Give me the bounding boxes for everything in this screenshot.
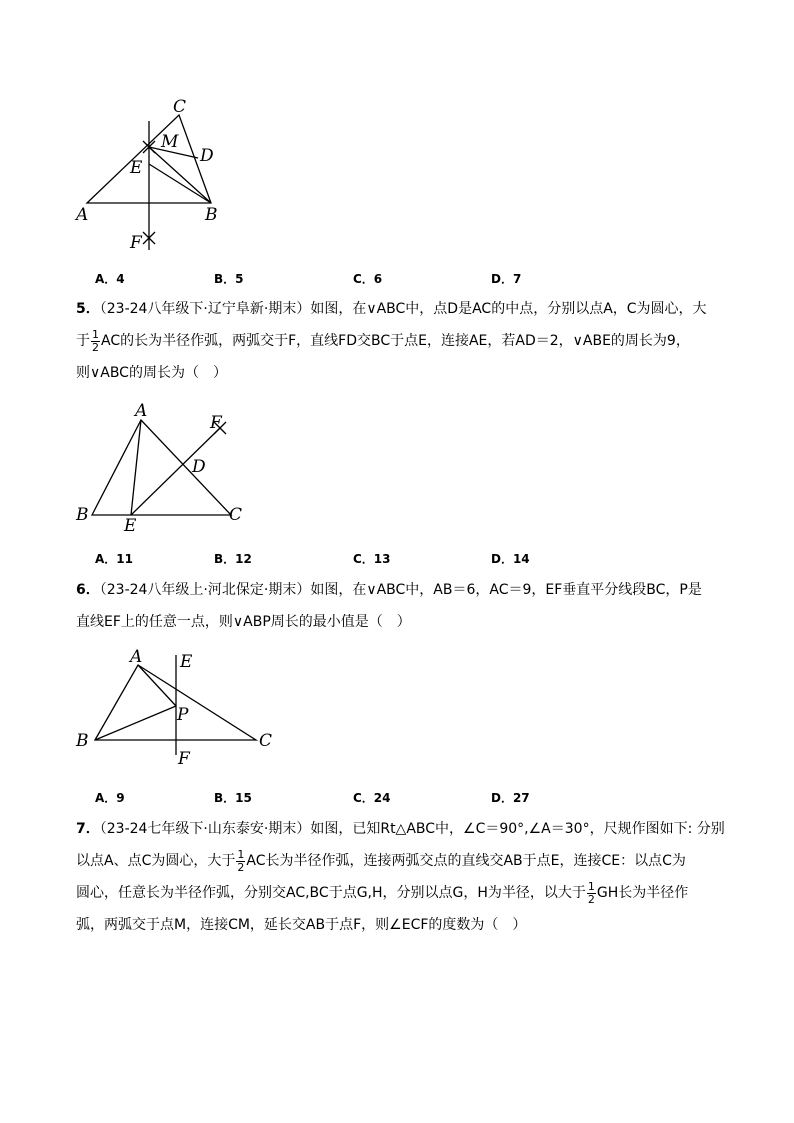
q4-label-M: M (161, 132, 179, 152)
q6-line-1 (76, 574, 726, 606)
q5-triangle (92, 420, 231, 515)
q7-stem (76, 813, 726, 941)
q7-source: （23-24七年级下·山东泰安·期末） (99, 821, 311, 837)
q6-option-a[interactable]: A．9 (95, 791, 125, 805)
q7-number: 7． (76, 821, 100, 837)
q4-label-D: D (200, 146, 214, 166)
q7-frac2-num: 1 (587, 879, 595, 893)
q7-line3-pre: 圆心，任意长为半径作弧，分别交AC,BC于点G,H，分别以点G，H为半径，以大于 (76, 885, 586, 901)
q6-label-B: B (76, 731, 89, 751)
q4-figure (70, 95, 240, 260)
q5-label-A: A (135, 401, 148, 421)
q4-option-a[interactable]: A．4 (95, 272, 125, 286)
q6-label-P: P (177, 705, 189, 725)
q6-segment-BP (95, 706, 176, 740)
q6-option-c[interactable]: C．24 (353, 791, 391, 805)
q5-label-E: E (124, 516, 137, 536)
q4-label-B: B (205, 205, 218, 225)
q5-line2-pre: 于 (76, 333, 90, 349)
q5-stem (76, 293, 726, 389)
q5-line-1 (76, 293, 726, 325)
q5-line-FE (131, 428, 220, 515)
q4-label-F: F (130, 233, 142, 253)
q5-fraction (91, 329, 100, 354)
q5-option-d[interactable]: D．14 (491, 552, 530, 566)
q6-stem (76, 574, 726, 638)
q7-line-2 (76, 845, 726, 877)
q5-line-3: 则∨ABC的周长为（ ） (76, 365, 227, 381)
q7-line-4: 弧，两弧交于点M，连接CM，延长交AB于点F，则∠ECF的度数为（ ） (76, 917, 527, 933)
q5-frac-num: 1 (92, 327, 99, 341)
q7-frac2-den: 2 (587, 892, 595, 906)
q7-fraction-1 (236, 849, 245, 874)
q5-line-2 (76, 325, 726, 357)
q5-option-c[interactable]: C．13 (353, 552, 391, 566)
q5-segment-AE (131, 420, 141, 515)
q6-option-b[interactable]: B．15 (214, 791, 252, 805)
q5-source: （23-24八年级下·辽宁阜新·期末） (99, 301, 311, 317)
q6-label-E: E (180, 652, 193, 672)
q6-option-d[interactable]: D．27 (491, 791, 530, 805)
q4-segment-EB (149, 164, 211, 203)
q7-line-1 (76, 813, 726, 845)
q5-label-B: B (76, 505, 89, 525)
q7-line2-post: AC长为半径作弧，连接两弧交点的直线交AB于点E，连接CE：以点C为 (246, 853, 686, 869)
q6-label-C: C (259, 731, 273, 751)
q6-line-2: 直线EF上的任意一点，则∨ABP周长的最小值是（ ） (76, 614, 411, 630)
q4-option-c[interactable]: C．6 (353, 272, 383, 286)
q7-fraction-2 (587, 881, 596, 906)
q7-frac1-num: 1 (237, 847, 245, 861)
q7-frac1-den: 2 (237, 860, 245, 874)
q6-line1-text: 如图，在∨ABC中，AB＝6，AC＝9，EF垂直平分线段BC，P是 (310, 582, 702, 598)
q5-label-D: D (192, 457, 206, 477)
q7-line3-post: GH长为半径作 (596, 885, 689, 901)
q4-option-b[interactable]: B．5 (214, 272, 244, 286)
q6-source: （23-24八年级上·河北保定·期末） (99, 582, 311, 598)
q7-line-3 (76, 877, 726, 909)
q5-frac-den: 2 (92, 340, 99, 354)
q5-label-C: C (229, 505, 243, 525)
q5-option-b[interactable]: B．12 (214, 552, 252, 566)
q4-option-d[interactable]: D．7 (491, 272, 522, 286)
q5-figure (70, 398, 260, 538)
q6-figure (70, 643, 290, 773)
q5-label-F: F (210, 413, 222, 433)
q7-line2-pre: 以点A、点C为圆心，大于 (76, 853, 236, 869)
q5-number: 5． (76, 301, 100, 317)
q7-line1-text: 如图，已知Rt△ABC中，∠C＝90°,∠A＝30°，尺规作图如下: 分别 (310, 821, 725, 837)
q6-number: 6． (76, 582, 100, 598)
q5-line2-post: AC的长为半径作弧，两弧交于F，直线FD交BC于点E，连接AE，若AD＝2，∨ABE的周长为9， (101, 333, 690, 349)
q6-label-F: F (178, 749, 190, 769)
q5-line1-text: 如图，在∨ABC中，点D是AC的中点，分别以点A，C为圆心，大 (310, 301, 707, 317)
q4-label-E: E (130, 158, 143, 178)
q5-option-a[interactable]: A．11 (95, 552, 133, 566)
q6-label-A: A (130, 647, 143, 667)
q4-label-C: C (173, 97, 187, 117)
q4-label-A: A (76, 205, 89, 225)
